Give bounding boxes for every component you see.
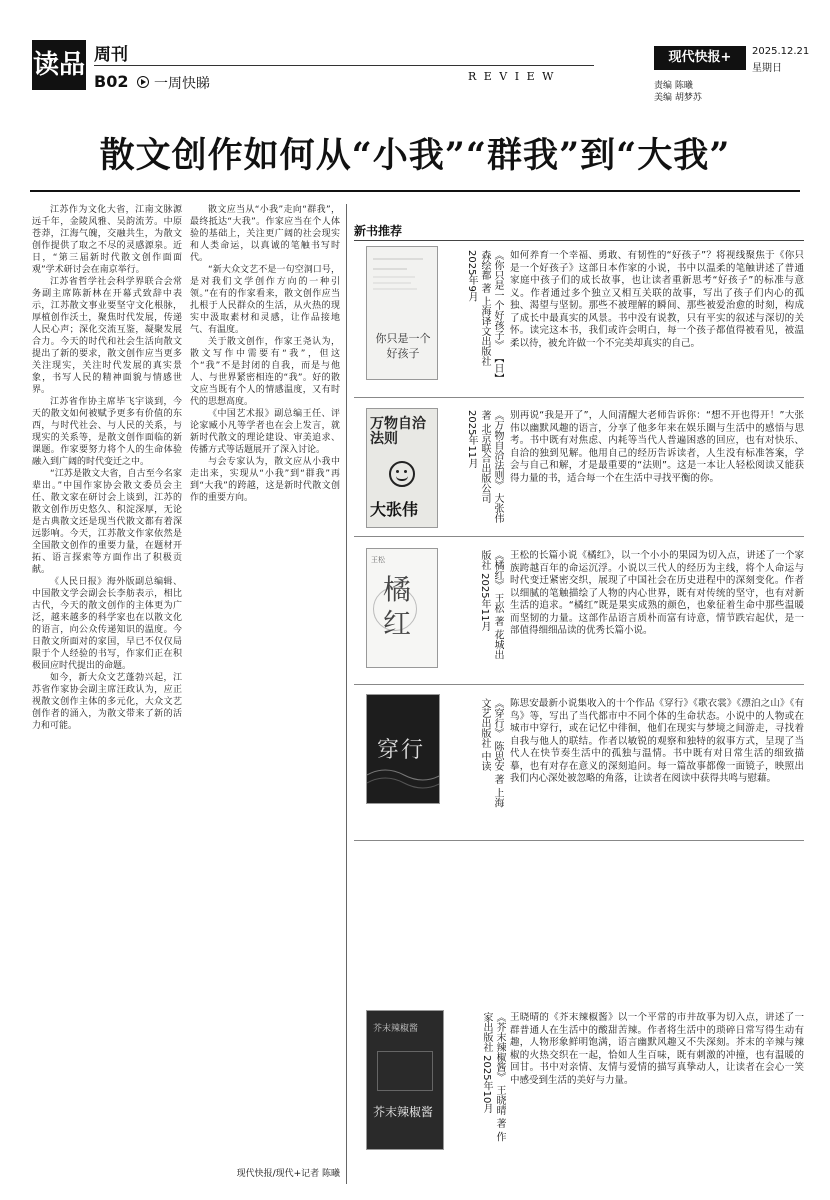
wave-art-icon bbox=[367, 695, 440, 804]
issue-date: 2025.12.21 bbox=[752, 46, 810, 57]
book-meta-3: 《橘红》 王松 著 花城出版社 2025年11月 bbox=[479, 550, 503, 660]
book-cover-5 bbox=[366, 1010, 444, 1150]
article-column-2 bbox=[190, 204, 340, 1159]
page-title: 散文创作如何从“小我”“群我”到“大我” bbox=[99, 135, 731, 176]
masthead-rule bbox=[94, 65, 594, 66]
book-cover-3 bbox=[366, 548, 438, 668]
book-intro-4: 陈思安最新小说集收入的十个作品《穿行》《歌衣裳》《漂泊之山》《有鸟》等，写出了当代都市中不同个体的生命状态。小说中的人物或在城市中穿行，或在记忆中徘徊，他们在现实与梦境之间游走，寻找着自我与他人的联结。作者以敏锐的观察和独特的叙事方式，呈现了当代人在快节奏生活中的孤独与温情。书中既有对日常生活的细致描摹，也有对存在意义的深刻追问。每一篇故事都像一面镜子，映照出我们内心深处被忽略的角落，让读者在阅读中获得共鸣与慰藉。 bbox=[510, 698, 804, 784]
page-number: B02 bbox=[94, 72, 129, 91]
article-paragraph: 江苏省哲学社会科学界联合会常务副主席陈新林在开幕式致辞中表示，江苏散文事业要坚守文化根脉，厚植创作沃土，聚焦时代发展，传递人民心声；深化交流互鉴，凝聚发展合力。今天的时代和社会生活向散文提出了新的要求，散文创作应当更多关注现实，关注时代发展的真实景象，书写人民的精神面貌与情感世界。 bbox=[32, 277, 182, 395]
book-cover-title: 你只是一个好孩子 bbox=[375, 332, 431, 360]
play-icon bbox=[137, 76, 149, 88]
article-paragraph: 散文应当从“小我”走向“群我”，最终抵达“大我”。作家应当在个人体验的基础上，关注更广阔的社会现实和人类命运，以真诚的笔触书写时代。 bbox=[190, 205, 340, 263]
book-meta-1: 《你只是一个好孩子》 【日】森绘都 著 上海译文出版社 2025年9月 bbox=[466, 250, 503, 379]
book-cover-title: 橘红 bbox=[383, 573, 412, 640]
book-cover-title: 穿行 bbox=[377, 738, 426, 763]
issue-weekday: 星期日 bbox=[752, 63, 782, 74]
book-meta-4: 《穿行》 陈思安 著 上海文艺出版社 中读 bbox=[479, 698, 503, 808]
book-cover-2 bbox=[366, 408, 438, 528]
article-paragraph: 与会专家认为，散文应从小我中走出来，实现从“小我”到“群我”再到“大我”的跨越，这是新时代散文创作的重要方向。 bbox=[190, 457, 340, 503]
cover-art-icon bbox=[377, 1051, 433, 1091]
book-intro-1: 如何养育一个幸福、勇敢、有韧性的“好孩子”？将视线聚焦于《你只是一个好孩子》这部日本作家的小说，书中以温柔的笔触讲述了普通家庭中孩子们的成长故事，也让读者重新思考“好孩子”的标准与意义。作者通过多个独立又相互关联的故事，写出了孩子们内心的孤独、渴望与坚韧。那些不被理解的瞬间、那些被爱治愈的时刻，构成了成长中最真实的风景。书中没有说教，只有平实的叙述与深切的关怀。读完这本书，我们或许会明白，每一个孩子都值得被看见，被温柔以待，被允许做一个不完美却真实的自己。 bbox=[510, 250, 804, 349]
column-divider bbox=[346, 204, 347, 1184]
book-divider bbox=[354, 840, 804, 841]
book-intro-5: 王晓晴的《芥末辣椒酱》以一个平常的市井故事为切入点，讲述了一群普通人在生活中的酸甜苦辣。作者将生活中的琐碎日常写得生动有趣，人物形象鲜明饱满，语言幽默风趣又不失深刻。芥末的辛辣与辣椒的火热交织在一起，恰如人生百味，既有刺激的冲撞，也有温暖的回甘。书中对亲情、友情与爱情的描写真挚动人，让读者在会心一笑中感受到生活的美好与力量。 bbox=[510, 1012, 804, 1086]
book-cover-4 bbox=[366, 694, 440, 804]
article-paragraph: “江苏是散文大省，自古至今名家辈出。”中国作家协会散文委员会主任、散文家在研讨会上谈到，江苏的散文创作历史悠久、积淀深厚，无论是古典散文还是现当代散文都有着深远影响。今天，江苏散文作家依然是全国散文创作的重要力量，在题材开拓、语言探索等方面作出了积极贡献。 bbox=[32, 469, 182, 575]
headline-rule bbox=[30, 190, 800, 192]
article-paragraph: 江苏作为文化大省，江南文脉源远千年，金陵风雅、吴韵流芳。中原苍莽，江海气魄，交融共生，为散文创作提供了取之不尽的灵感源泉。近日，“第三届新时代散文创作面面观”学术研讨会在南京举行。 bbox=[32, 205, 182, 275]
books-title-rule bbox=[354, 240, 804, 241]
designer-credit: 美编 胡梦苏 bbox=[654, 93, 702, 103]
section-badge: 读品 bbox=[32, 40, 86, 90]
smiley-icon bbox=[389, 461, 415, 487]
paper-logo: 现代快报+ bbox=[654, 46, 746, 70]
book-divider bbox=[354, 684, 804, 685]
editor-credit: 责编 陈曦 bbox=[654, 81, 693, 91]
book-meta-5: 《芥末辣椒酱》 王晓晴 著 作家出版社 2025年10月 bbox=[481, 1012, 505, 1142]
article-paragraph: 江苏省作协主席毕飞宇谈到，今天的散文如何被赋予更多有价值的东西，与时代社会、与人民的关系，与现实的关系等，是散文创作面临的新课题。作家要努力将个人的生命体验融入到广阔的时代变迁之中。 bbox=[32, 397, 182, 467]
weekly-label: 周刊 bbox=[94, 45, 128, 65]
book-cover-1 bbox=[366, 246, 438, 380]
book-cover-author: 大张伟 bbox=[370, 500, 419, 519]
book-cover-title: 万物自洽法则 bbox=[370, 416, 426, 447]
book-cover-author: 王松 bbox=[371, 556, 385, 564]
book-intro-2: 别再说“我是开了”，人间清醒大老师告诉你：“想不开也得开！”大张伟以幽默风趣的语言，分享了他多年来在娱乐圈与生活中的感悟与思考。书中既有对焦虑、内耗等当代人普遍困惑的回应，也有对快乐、自洽的独到见解。他用自己的经历告诉读者，人生没有标准答案，学会与自己和解，才是最重要的“法则”。这是一本让人轻松阅读又能获得力量的书，适合每一个在生活中寻找平衡的你。 bbox=[510, 410, 804, 484]
book-meta-2: 《万物自洽法则》 大张伟 著 北京联合出版公司 2025年11月 bbox=[466, 410, 503, 524]
article-byline: 现代快报/现代+记者 陈曦 bbox=[236, 1169, 340, 1179]
book-divider bbox=[354, 536, 804, 537]
book-cover-title-large: 芥末辣椒酱 bbox=[373, 1105, 434, 1119]
article-paragraph: “新大众文艺不是一句空洞口号，是对我们文学创作方向的一种引领。”在有的作家看来，散文创作应当扎根于人民群众的生活，从火热的现实中汲取素材和灵感，让作品接地气、有温度。 bbox=[190, 265, 340, 335]
article-paragraph: 如今，新大众文艺蓬勃兴起，江苏省作家协会副主席汪政认为，应正视散文创作主体的多元化，大众文艺创作者的涌入，为散文带来了新的活力和可能。 bbox=[32, 673, 182, 731]
article-paragraph: 关于散文创作，作家王尧认为，散文写作中需要有“我”，但这个“我”不是封闭的自我，而是与他人、与世界紧密相连的“我”。好的散文应当既有个人的情感温度，又有时代的思想高度。 bbox=[190, 337, 340, 407]
books-section-title: 新书推荐 bbox=[354, 224, 403, 238]
article-column-1 bbox=[32, 204, 182, 1184]
article-paragraph: 《人民日报》海外版副总编辑、中国散文学会副会长李舫表示，相比古代，今天的散文创作的主体更为广泛，越来越多的科学家也在以散文化的语言，向公众传递知识的温度。今日散文所面对的家国，早已不仅仅局限于个人经验的书写，作家们正在积极回应时代提出的命题。 bbox=[32, 577, 182, 671]
masthead-subtitle: 一周快睇 bbox=[154, 76, 210, 92]
article-paragraph: 《中国艺术报》副总编王任、评论家臧小凡等学者也在会上发言，就新时代散文的理论建设、审美追求、传播方式等话题展开了深入讨论。 bbox=[190, 409, 340, 455]
book-intro-3: 王松的长篇小说《橘红》，以一个小小的果园为切入点，讲述了一个家族跨越百年的命运沉浮。小说以三代人的经历为主线，将个人命运与时代变迁紧密交织，展现了中国社会在历史进程中的深刻变化。作者以细腻的笔触描绘了人物的内心世界，既有对传统的坚守，也有对新生活的追求。“橘红”既是果实成熟的颜色，也象征着生命中那些温暖而坚韧的力量。这部作品语言质朴而富有诗意，情节跌宕起伏，是一部值得细细品读的优秀长篇小说。 bbox=[510, 550, 804, 636]
book-cover-title: 芥末辣椒酱 bbox=[373, 1024, 419, 1034]
review-label: R E V I E W bbox=[468, 70, 556, 83]
book-divider bbox=[354, 397, 804, 398]
